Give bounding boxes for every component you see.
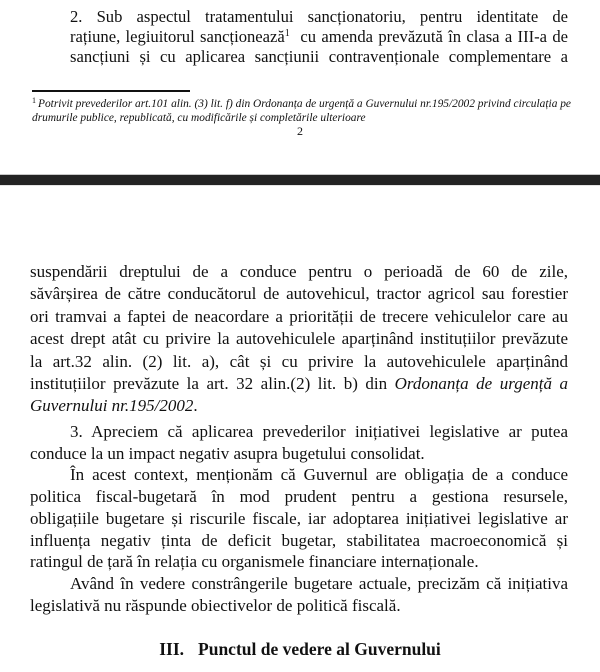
page-number: 2 bbox=[297, 124, 303, 138]
line-text: rațiune, legiuitorul sancționează bbox=[70, 27, 285, 46]
paragraph-line: obligațiile bugetare și riscurile fiscale, iar adoptarea inițiativei legislative ar bbox=[30, 508, 568, 528]
paragraph-line: ratingul de țară în relația cu organismele financiare internaționale. bbox=[30, 552, 479, 572]
italic-legal-reference: Ordonanța de urgență a bbox=[394, 374, 569, 394]
paragraph-line: conduce la un impact negativ asupra bugetului consolidat. bbox=[30, 443, 425, 463]
paragraph-line: politica fiscal-bugetară în mod prudent pentru a gestiona resursele, bbox=[30, 487, 568, 507]
line-text: cu amenda prevăzută în clasa a III-a de bbox=[300, 27, 569, 46]
paragraph-line: sancțiuni și cu aplicarea sancțiunii contravenționale complementare a bbox=[70, 47, 568, 66]
upper-page-section bbox=[0, 0, 600, 174]
paragraph-line: În acest context, menționăm că Guvernul are obligația de a conduce bbox=[70, 465, 568, 485]
footnote-separator bbox=[32, 90, 190, 92]
paragraph-line bbox=[30, 395, 568, 417]
line-text: instituțiilor prevăzute la art. 32 alin.(2) lit. b) din bbox=[30, 374, 388, 394]
paragraph-context bbox=[30, 464, 568, 573]
end-punctuation: . bbox=[193, 396, 198, 416]
section-heading bbox=[0, 638, 600, 660]
paragraph-line: influența negativ ținta de deficit bugetar, stabilitatea macroeconomică și bbox=[30, 530, 568, 550]
paragraph-constraints bbox=[30, 573, 568, 616]
paragraph-line bbox=[32, 27, 568, 47]
paragraph-2 bbox=[32, 7, 568, 67]
page-break-divider bbox=[0, 174, 600, 186]
footnote-reference[interactable]: 1 bbox=[284, 28, 290, 39]
footnote-marker: 1 bbox=[32, 96, 36, 105]
paragraph-3 bbox=[30, 421, 568, 464]
paragraph-continued bbox=[30, 261, 568, 418]
paragraph-line: la art.32 alin. (2) lit. a), cât și cu privire la autovehiculele aparținând bbox=[30, 351, 568, 371]
paragraph-line bbox=[30, 373, 568, 395]
paragraph-line: suspendării dreptului de a conduce pentru o perioadă de 60 de zile, bbox=[30, 262, 568, 281]
section-number: III. bbox=[159, 639, 185, 659]
paragraph-line: 3. Apreciem că aplicarea prevederilor inițiativei legislative ar putea bbox=[70, 422, 568, 441]
footnote-line: drumurile publice, republicată, cu modificările și completările ulterioare bbox=[32, 112, 366, 124]
paragraph-line: Având în vedere constrângerile bugetare actuale, precizăm că inițiativa bbox=[70, 573, 568, 593]
paragraph-line: săvârșirea de către conducătorul de autovehicul, tractor agricol sau forestier bbox=[30, 284, 568, 304]
footnote bbox=[32, 97, 572, 125]
footnote-line: Potrivit prevederilor art.101 alin. (3) lit. f) din Ordonanța de urgență a Guvernului nr.195/2002 privind circulația pe bbox=[38, 98, 571, 110]
paragraph-line: ori tramvai a faptei de neacordare a priorității de trecere vehiculelor care au bbox=[30, 306, 568, 326]
italic-legal-reference: Guvernului nr.195/2002 bbox=[30, 396, 194, 416]
section-title: Punctul de vedere al Guvernului bbox=[198, 639, 441, 659]
paragraph-line: acest drept atât cu privire la autovehiculele aparținând instituțiilor prevăzute bbox=[30, 329, 568, 349]
paragraph-line: legislativă nu răspunde obiectivelor de politică fiscală. bbox=[30, 595, 401, 615]
lower-paragraphs bbox=[30, 421, 568, 616]
paragraph-line: 2. Sub aspectul tratamentului sancționatoriu, pentru identitate de bbox=[70, 7, 568, 26]
